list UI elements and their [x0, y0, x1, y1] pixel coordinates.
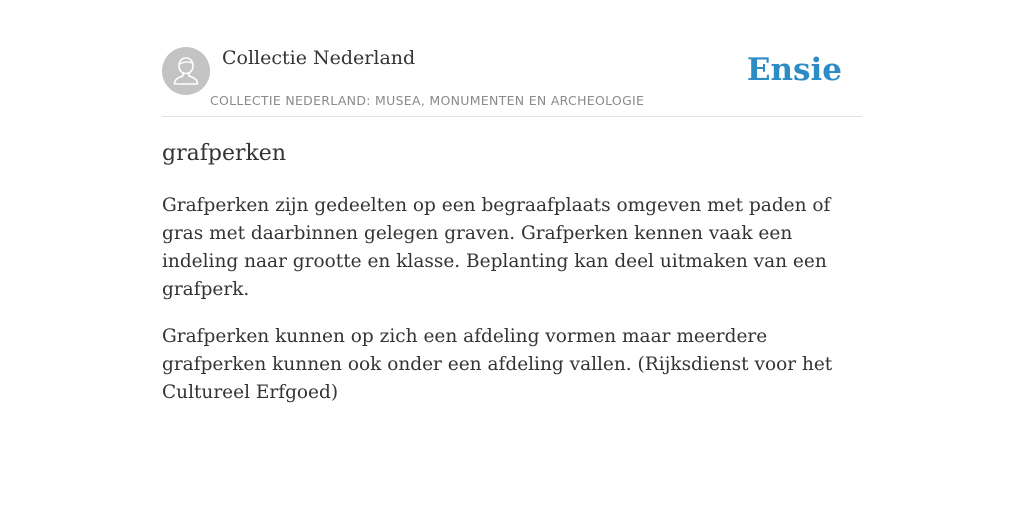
ensie-logo[interactable]: Ensie [746, 52, 842, 88]
entry-paragraph: Grafperken zijn gedeelten op een begraafplaats omgeven met paden of gras met daarbinnen gelegen graven. Grafperken kennen vaak een indeling naar grootte en klasse. Beplanting kan deel uitmaken van een grafperk. [162, 195, 831, 300]
entry-body [162, 192, 864, 426]
avatar[interactable] [162, 47, 210, 95]
entry-paragraph: Grafperken kunnen op zich een afdeling vormen maar meerdere grafperken kunnen ook onder een afdeling vallen. (Rijksdienst voor het Cultureel Erfgoed) [162, 326, 833, 403]
page-header [162, 46, 862, 117]
source-subtitle: COLLECTIE NEDERLAND: MUSEA, MONUMENTEN EN ARCHEOLOGIE [210, 93, 645, 108]
entry-term: grafperken [162, 141, 286, 166]
author-name[interactable]: Collectie Nederland [222, 47, 416, 69]
user-silhouette-icon [162, 47, 210, 95]
